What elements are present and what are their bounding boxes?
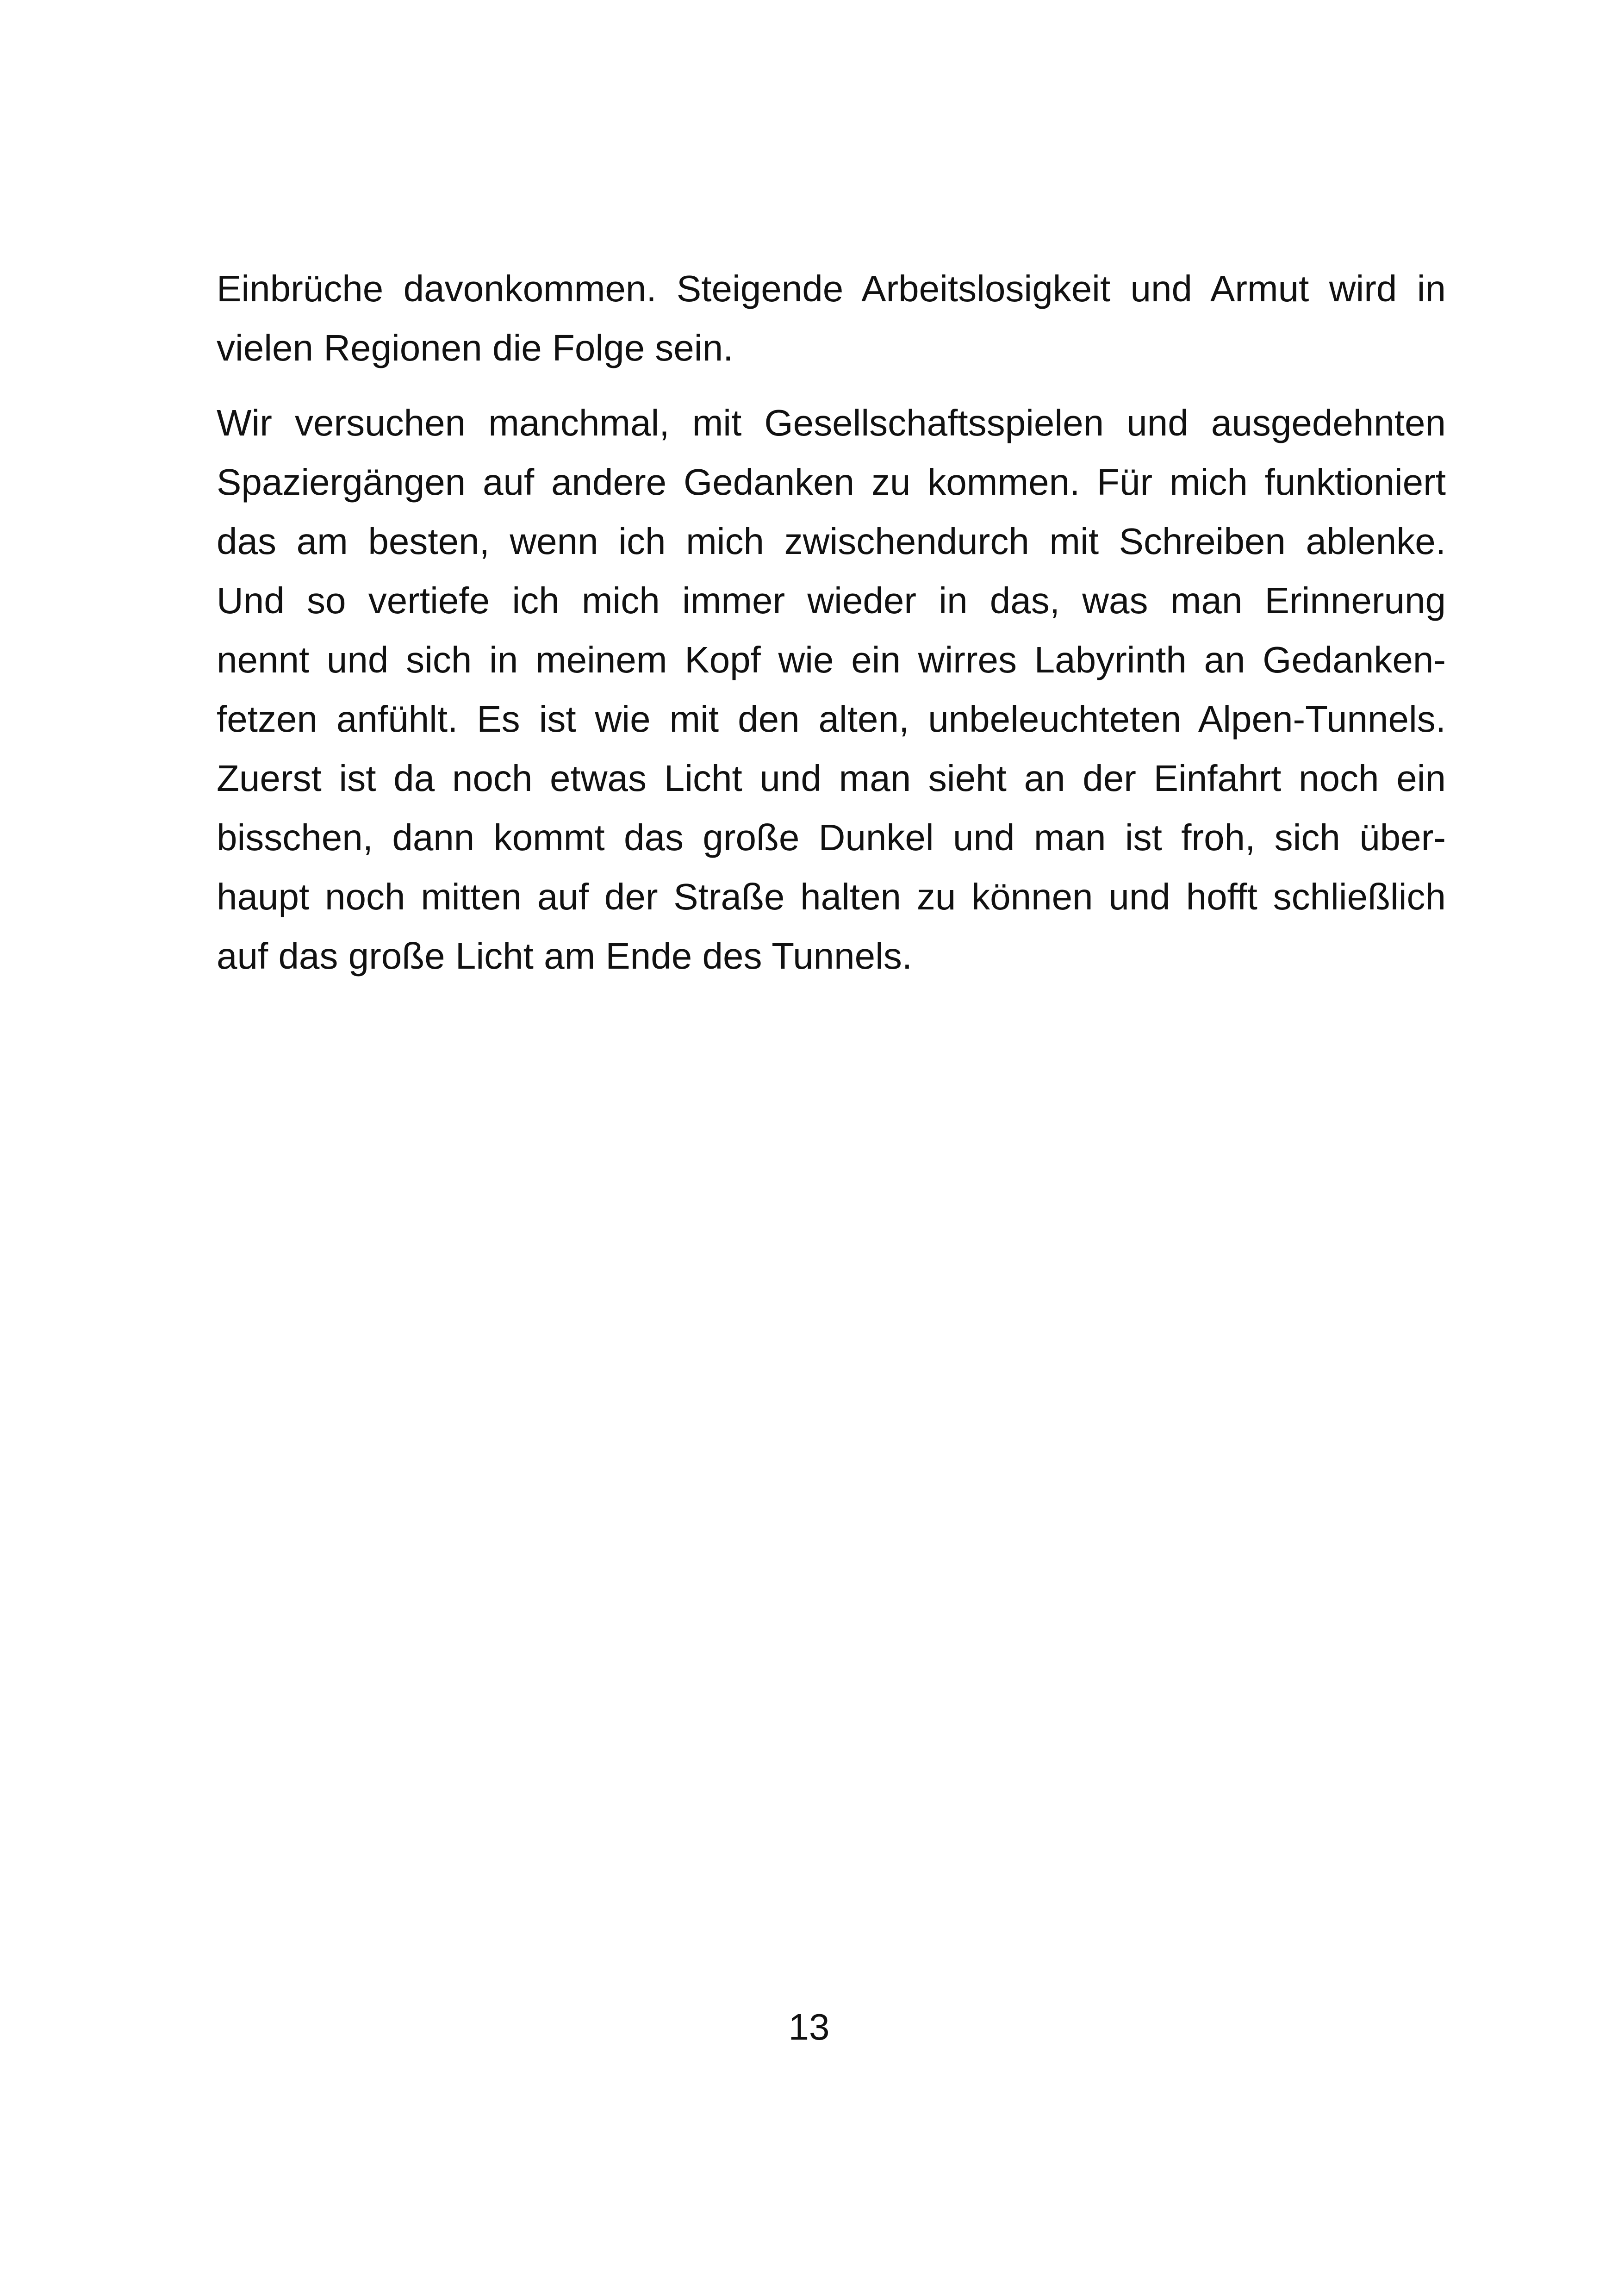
- paragraph-1: [217, 259, 1446, 378]
- text-line: Wir versuchen manchmal, mit Gesellschaftsspielen und ausgedehnten: [217, 402, 1446, 443]
- text-line: Zuerst ist da noch etwas Licht und man sieht an der Einfahrt noch ein: [217, 758, 1446, 799]
- page-number: 13: [788, 2006, 830, 2047]
- body-text: [217, 259, 1446, 986]
- text-line: nennt und sich in meinem Kopf wie ein wirres Labyrinth an Gedanken-: [217, 639, 1446, 680]
- text-line: Und so vertiefe ich mich immer wieder in das, was man Erinnerung: [217, 580, 1446, 621]
- paragraph-2: [217, 393, 1446, 986]
- text-line: haupt noch mitten auf der Straße halten zu können und hofft schließlich: [217, 876, 1446, 917]
- text-line: Spaziergängen auf andere Gedanken zu kommen. Für mich funktioniert: [217, 461, 1446, 503]
- text-line: Einbrüche davonkommen. Steigende Arbeitslosigkeit und Armut wird in: [217, 268, 1446, 309]
- text-line: vielen Regionen die Folge sein.: [217, 327, 734, 368]
- paragraph-spacer: [217, 378, 1446, 393]
- text-line: das am besten, wenn ich mich zwischendurch mit Schreiben ablenke.: [217, 521, 1446, 562]
- text-line: fetzen anfühlt. Es ist wie mit den alten, unbeleuchteten Alpen-Tunnels.: [217, 698, 1446, 740]
- text-line: auf das große Licht am Ende des Tunnels.: [217, 935, 913, 977]
- text-line: bisschen, dann kommt das große Dunkel und man ist froh, sich über-: [217, 817, 1446, 858]
